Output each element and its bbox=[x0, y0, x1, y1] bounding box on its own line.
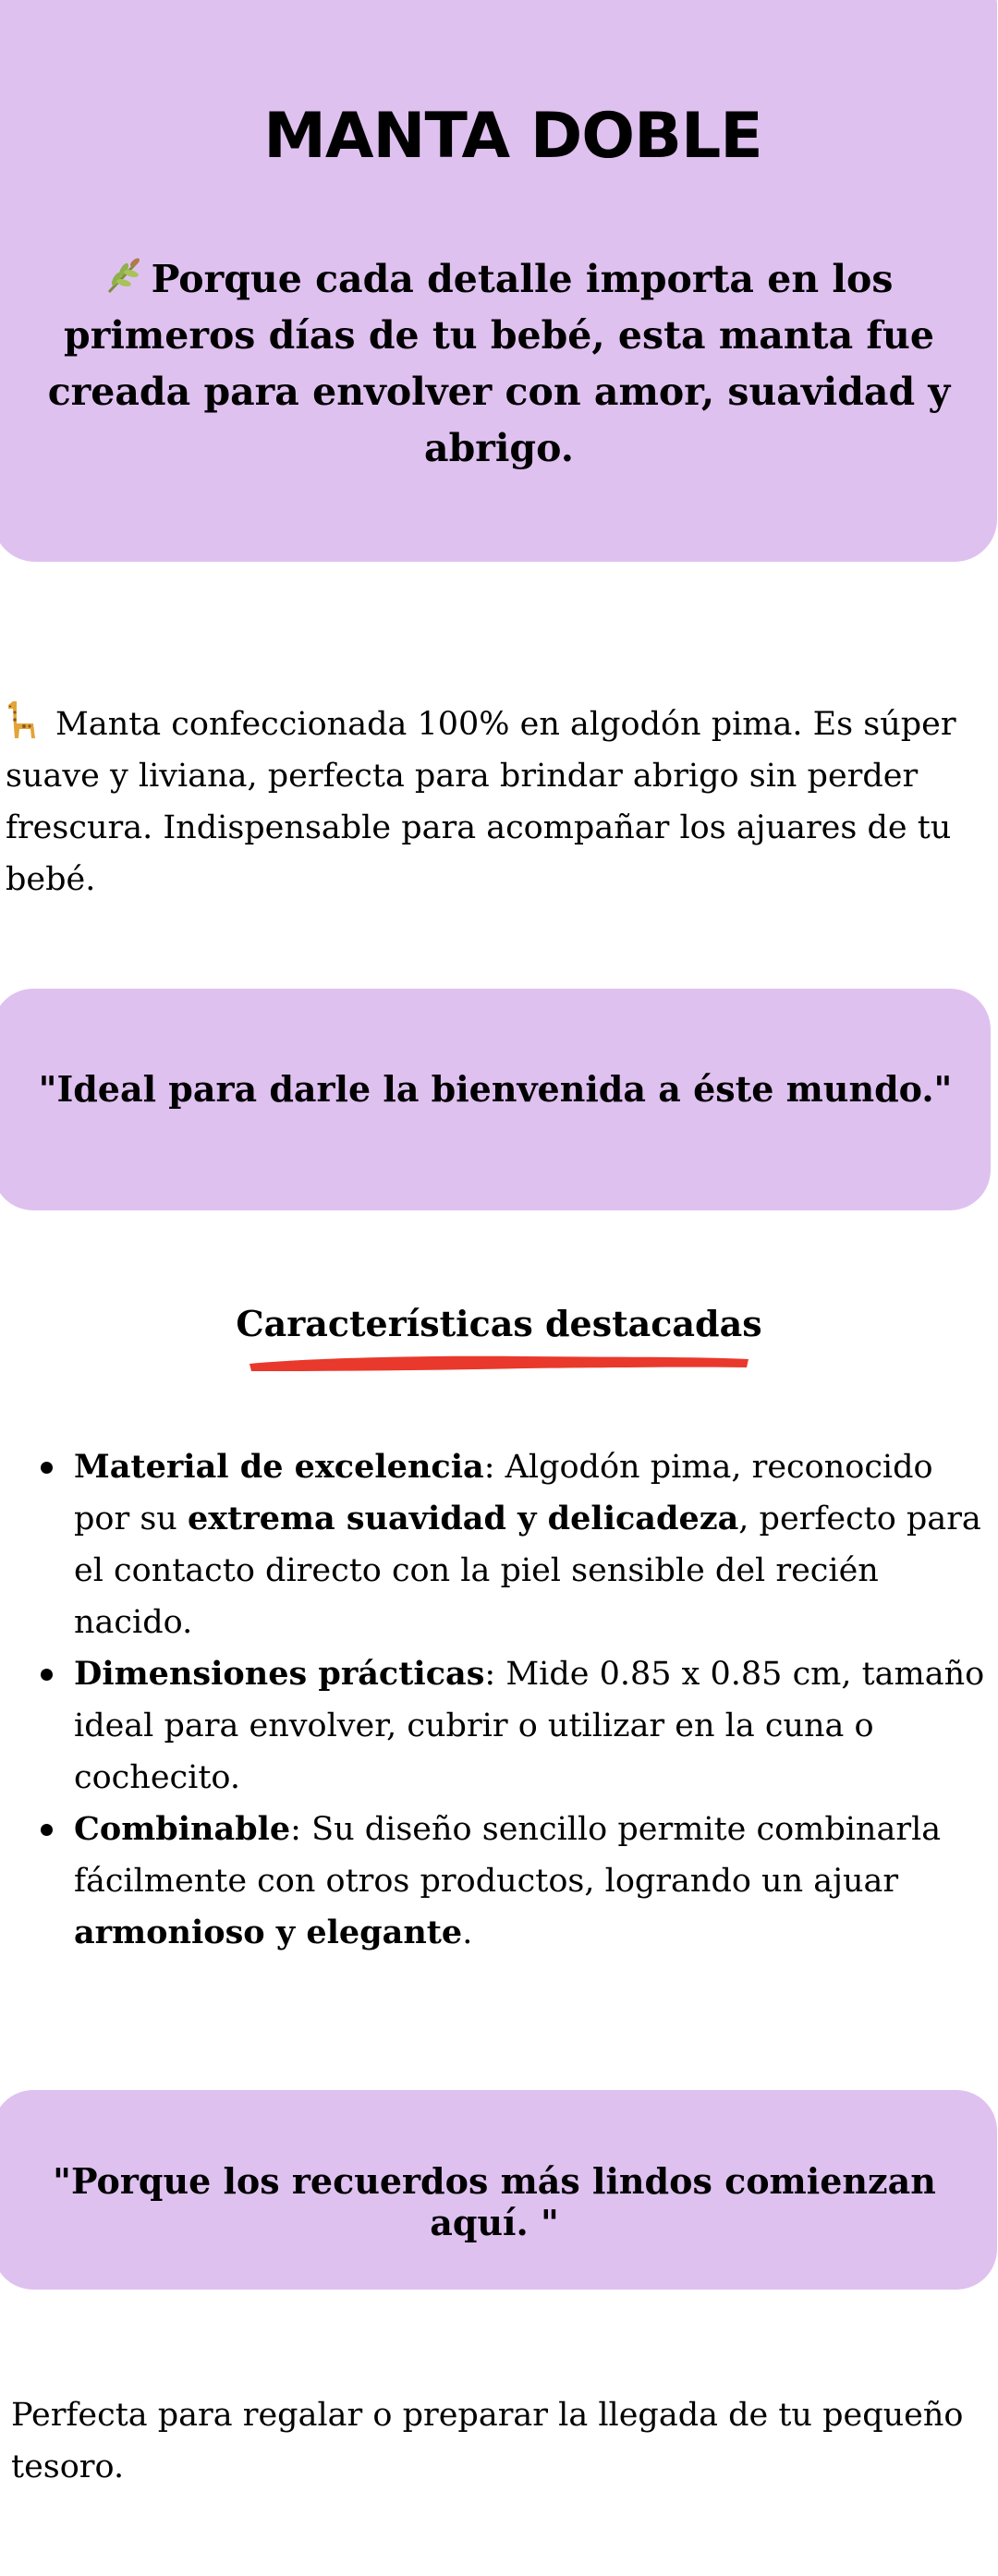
quote-2: "Porque los recuerdos más lindos comienzan aquí. " bbox=[53, 2160, 936, 2243]
feature-item bbox=[37, 1441, 998, 1648]
feature-item bbox=[37, 1804, 998, 1959]
feature-emphasis: armonioso y elegante bbox=[74, 1914, 463, 1951]
page-title: MANTA DOBLE bbox=[263, 100, 762, 173]
intro-paragraph bbox=[6, 699, 994, 905]
hero-subtitle bbox=[18, 251, 980, 477]
closing-paragraph: Perfecta para regalar o preparar la llegada de tu pequeño tesoro. bbox=[11, 2397, 964, 2485]
feature-text: : Algodón pima, reconocido por su bbox=[74, 1449, 933, 1537]
feature-text: : Mide 0.85 x 0.85 cm, tamaño ideal para envolver, cubrir o utilizar en la cuna o cochecito. bbox=[74, 1656, 985, 1796]
herb-sprig-icon bbox=[105, 257, 142, 294]
quote-1: "Ideal para darle la bienvenida a éste mundo." bbox=[38, 1068, 953, 1110]
hero-subtitle-text: Porque cada detalle importa en los primeros días de tu bebé, esta manta fue creada para envolver con amor, suavidad y abrigo. bbox=[47, 257, 951, 470]
feature-label: Material de excelencia bbox=[74, 1448, 484, 1486]
feature-text: : Su diseño sencillo permite combinarla fácilmente con otros productos, logrando un ajuar bbox=[74, 1811, 942, 1900]
bullet-icon bbox=[41, 1462, 53, 1474]
feature-text-end: , perfecto para el contacto directo con la piel sensible del recién nacido. bbox=[74, 1501, 981, 1641]
intro-text: Manta confeccionada 100% en algodón pima. Es súper suave y liviana, perfecta para brindar abrigo sin perder frescura. Indispensable para acompañar los ajuares de tu bebé. bbox=[6, 706, 956, 898]
features-heading: Características destacadas bbox=[236, 1303, 762, 1344]
features-list bbox=[37, 1441, 998, 1959]
brush-underline bbox=[248, 1351, 750, 1375]
feature-item bbox=[37, 1648, 998, 1804]
bullet-icon bbox=[41, 1824, 53, 1836]
feature-label: Combinable bbox=[74, 1810, 291, 1848]
giraffe-icon bbox=[6, 699, 41, 740]
feature-text-end: . bbox=[462, 1914, 473, 1951]
bullet-icon bbox=[41, 1669, 53, 1681]
feature-label: Dimensiones prácticas bbox=[74, 1655, 485, 1693]
feature-emphasis: extrema suavidad y delicadeza bbox=[187, 1500, 739, 1537]
